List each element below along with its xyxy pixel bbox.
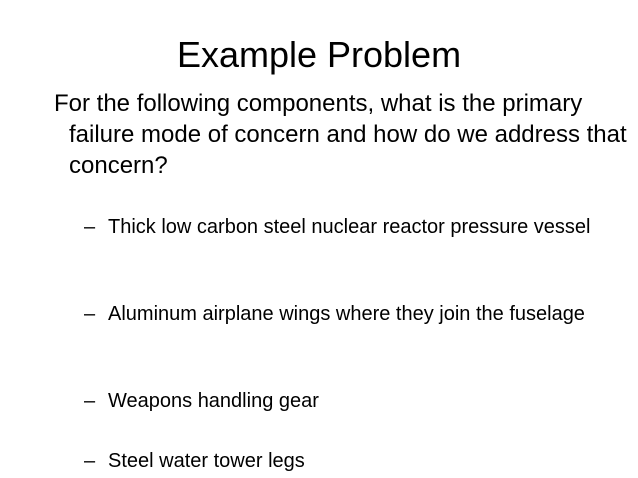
list-item-text: Steel water tower legs (108, 450, 305, 472)
slide-title: Example Problem (176, 34, 462, 75)
question-text: For the following components, what is the primary failure mode of concern and how do we address that concern? (54, 90, 627, 179)
list-item (84, 388, 604, 414)
list-item-text: Aluminum airplane wings where they join the fuselage (108, 303, 585, 325)
list-item-text: Thick low carbon steel nuclear reactor pressure vessel (108, 216, 591, 238)
list-item-text: Weapons handling gear (108, 390, 319, 412)
dash-bullet-icon: – (84, 450, 96, 472)
list-item (84, 301, 604, 327)
list-item (84, 214, 604, 240)
dash-bullet-icon: – (84, 216, 96, 238)
dash-bullet-icon: – (84, 390, 96, 412)
list-item (84, 448, 604, 474)
dash-bullet-icon: – (84, 303, 96, 325)
